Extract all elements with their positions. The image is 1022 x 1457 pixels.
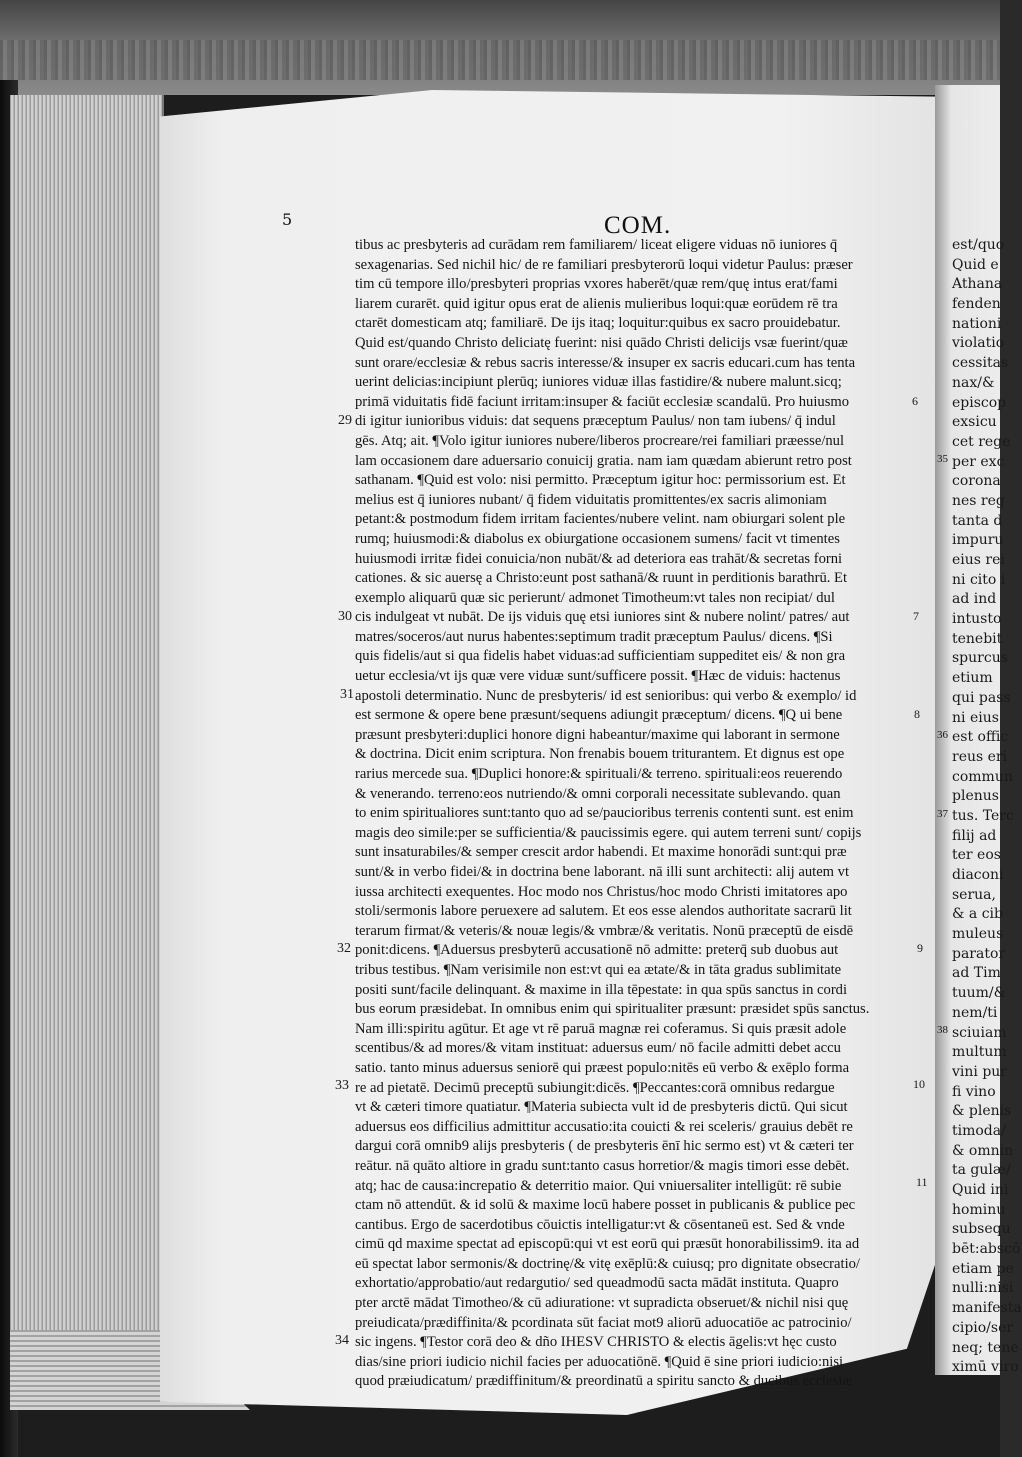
text-line: bus eorum præsidebat. In omnibus enim qui spiritualiter præsunt: præsidet spūs sanctus.	[355, 1001, 870, 1018]
facing-text-line: ad Tim	[952, 965, 1001, 982]
text-line: est sermone & opere bene præsunt/sequens adiungit præceptum/ dicens. ¶Q ui bene	[355, 707, 843, 724]
text-line: scentibus/& ad mores/& vitam instituat: aduersus eum/ nō facile admitti debet accu	[355, 1040, 841, 1057]
facing-text-line: ad ind	[952, 591, 997, 608]
facing-text-line: vini pur	[952, 1063, 1008, 1080]
text-line: sunt insaturabiles/& semper crescit ardor habendi. Et maxime honorādi sunt:qui præ	[355, 844, 847, 861]
facing-text-line: est offic	[952, 729, 1009, 746]
main-text-block	[355, 236, 940, 1392]
facing-text-line: tenebit	[952, 630, 1003, 647]
text-line: sexagenarias. Sed nichil hic/ de re familiari presbyterorū loqui videtur Paulus: præser	[355, 256, 853, 273]
facing-text-line: ter eos	[952, 847, 1001, 864]
page-signature: 5	[282, 210, 293, 229]
text-line: rarius mercede sua. ¶Duplici honore:& spirituali/& terreno. spirituali:eos reuerendo	[355, 766, 843, 783]
facing-text-line: & plenis	[952, 1103, 1012, 1120]
facing-text-line: impuru	[952, 532, 1004, 549]
facing-text-line: tanta d	[952, 512, 1003, 529]
facing-text-line: cet rege	[952, 433, 1011, 450]
text-line: preiudicata/prædiffinita/& pcordinata sūt faciat mot9 aliorū aduocatiōe ac patrocinio/	[355, 1314, 852, 1331]
text-line: rumq; huiusmodi:& diabolus ex obiurgatione occasionem sumens/ facit vt timentes	[355, 530, 840, 547]
right-margin-number-8: 8	[914, 707, 920, 721]
facing-text-line: episcop	[952, 394, 1007, 411]
text-line: uetur ecclesia/vt ijs quæ vere viduæ sunt/sufficere possit. ¶Hæc de viduis: hactenus	[355, 668, 841, 685]
text-line: terarum firmat/& veteris/& nouæ legis/& vmbræ/& veritatis. Nonū præceptū de eisdē	[355, 922, 854, 939]
text-line: lam occasionem dare aduersario conuicij gratia. nam iam quædam abierunt retro post	[355, 452, 852, 469]
text-line: tribus testibus. ¶Nam verisimile non est:vt qui ea ætate/& in tāta gradus sublimitate	[355, 961, 842, 978]
facing-text-line: & a cib	[952, 906, 1003, 923]
margin-number-29: 29	[338, 413, 352, 428]
text-line: pter arctē mādat Timotheo/& cū adiuratione: vt supradicta obseruet/& nichil nisi quę	[355, 1295, 849, 1312]
facing-text-line: nem/ti	[952, 1004, 998, 1021]
text-line: tim cū tempore illo/presbyteri proprias vxores haberēt/quæ rem/quę intus erat/fami	[355, 276, 838, 293]
facing-text-line: Athana	[952, 276, 1003, 293]
text-line: cimū qd maxime spectat ad episcopū:qui vt est eorū qui præsūt honorabilissim9. ita ad	[355, 1236, 860, 1253]
facing-text-line: nes reg	[952, 492, 1005, 509]
text-line: ponit:dicens. ¶Aduersus presbyterū accusationē nō admitte: preterq̄ sub duobus aut	[355, 942, 839, 959]
facing-text-line: plenus	[952, 788, 999, 805]
text-line: sunt/& in verbo fidei/& in doctrina bene laborant. nā illi sunt architecti: alij autem vt	[355, 864, 850, 880]
facing-text-line: Quid ini	[952, 1182, 1009, 1198]
margin-number-30: 30	[338, 609, 352, 624]
text-line: liarem curarēt. quid igitur opus erat de alienis mulieribus loqui:quæ eorūdem rē tra	[355, 295, 838, 312]
text-line: matres/soceros/aut nurus habentes:septimum tradit præceptum Paulus/ dicens. ¶Si	[355, 628, 833, 645]
text-line: magis deo simile:per se sufficientia/& paucissimis egere. qui autem terreni sunt/ copijs	[355, 824, 862, 841]
margin-number-32: 32	[337, 941, 351, 956]
facing-text-line: per exc	[952, 453, 1005, 470]
text-line: vt & cæteri timore quatiatur. ¶Materia subiecta vult id de presbyteris dictū. Qui sicut	[355, 1099, 848, 1116]
text-line: cationes. & sic auersę a Christo:eunt post sathanā/& ruunt in perditionis barathrū. Et	[355, 570, 848, 587]
text-line: aduersus eos difficilius admittitur accusatio:ita couicti & rei sceleris/ grauius debēt re	[355, 1118, 853, 1135]
text-line: ctarēt domesticam atq; familiarē. De ijs itaq; loquitur:quibus ex sacro prouidebatur.	[355, 315, 841, 332]
page-edges-stack	[10, 95, 164, 1385]
text-line: dargui corā omnib9 alijs presbyteris ( de presbyteris ēnī hic sermo est) vt & cæteri ter	[355, 1138, 854, 1155]
facing-text-line: violatio	[952, 335, 1005, 352]
text-line: stoli/sermonis labore peruexere ad salutem. Et eos esse alendos authoritate sacrarū lit	[355, 903, 852, 920]
facing-text-line: muleus	[952, 926, 1004, 943]
right-margin-number-6: 6	[912, 394, 918, 408]
facing-page-text	[952, 236, 1022, 1378]
facing-text-line: Quid e	[952, 256, 999, 273]
text-line: uerint delicias:incipiunt plerūq; iuniores viduæ illas fastidire/& nubere malunt.sicq;	[355, 374, 842, 391]
facing-text-line: nulli:nisi	[952, 1280, 1014, 1297]
text-line: Quid est/quando Christo deliciatę fuerint: nisi quādo Christi delicijs vsæ fuerint/quæ	[355, 334, 848, 351]
facing-text-line: diaconi	[952, 867, 1004, 883]
facing-text-line: spurcus	[952, 650, 1008, 667]
facing-margin-number-37: 37	[937, 808, 948, 820]
facing-text-line: ni cito i	[952, 571, 1006, 588]
facing-text-line: qui pass	[952, 689, 1011, 706]
facing-text-line: fi vino	[952, 1083, 996, 1100]
right-margin-number-9: 9	[917, 941, 923, 955]
text-line: ctam nō attendūt. & id solū & maxime locū habere posset in publicanis & publice pec	[355, 1197, 856, 1214]
text-line: satio. tanto minus aduersus seniorē qui præest populo:nitēs eū verbo & exēplo forma	[355, 1059, 850, 1076]
text-line: cantibus. Ergo de sacerdotibus cōuictis intelligatur:vt & cōsentaneū est. Sed & vnde	[355, 1216, 845, 1233]
text-line: quis fidelis/aut si qua fidelis habet viduas:ad sufficientiam suppeditet eis/ & non gra	[355, 648, 846, 665]
facing-margin-number-35: 35	[937, 453, 948, 465]
facing-text-line: timoda/	[952, 1122, 1006, 1139]
text-line: & venerando. terreno:eos nutriendo/& omni corporali necessitate sublevando. quan	[355, 785, 841, 802]
facing-text-line: ta gulæ/	[952, 1162, 1011, 1179]
text-line: Nam illi:spiritu agūtur. Et age vt rē paruā magnæ rei coferamus. Si quis præsit adole	[355, 1020, 847, 1037]
facing-text-line: sciuiam	[952, 1024, 1007, 1041]
facing-text-line: commun	[952, 768, 1013, 785]
facing-text-line: multum	[952, 1044, 1007, 1061]
text-line: gēs. Atq; ait. ¶Volo igitur iuniores nubere/liberos procreare/rei familiari præesse/nul	[355, 432, 845, 449]
text-line: reātur. nā quāto altiore in gradu sunt:tanto casus horretior/& magis timori esse debēt.	[355, 1157, 850, 1174]
text-line: di igitur iunioribus viduis: dat sequens præceptum Paulus/ non tam iubens/ q̄ indul	[355, 413, 836, 430]
facing-text-line: serua,	[952, 886, 996, 903]
facing-text-line: etium	[952, 670, 993, 687]
text-line: melius est q̄ iuniores nubant/ q̄ fidem viduitatis promittentes/ex sacris alimoniam	[355, 491, 827, 508]
facing-text-line: filij ad	[952, 827, 997, 844]
facing-text-line: tuum/&	[952, 985, 1007, 1002]
text-line: & doctrina. Dicit enim scriptura. Non frenabis bouem triturantem. Et dignus est ope	[355, 746, 845, 763]
text-line: petant:& postmodum fidem irritam facientes/nubere velint. nam obiurgari solent ple	[355, 511, 846, 528]
text-line: cis indulgeat vt nubāt. De ijs viduis quę etsi iuniores sint & nubere nolint/ patres/ aut	[355, 609, 850, 626]
text-line: exhortatio/approbatio/aut redargutio/ sed queadmodū sacta mādāt instituta. Quapro	[355, 1275, 839, 1292]
facing-text-line: parator	[952, 945, 1006, 962]
text-line: dias/sine priori iudicio nichil facies per aduocatiōnē. ¶Quid ē sine priori iudicio:nisi	[355, 1353, 844, 1370]
facing-text-line: hominu	[952, 1201, 1006, 1218]
facing-text-line: tus. Terc	[952, 807, 1014, 824]
text-line: sic ingens. ¶Testor corā deo & dño IHESV CHRISTO & electis āgelis:vt hęc custo	[355, 1334, 837, 1351]
right-margin-number-10: 10	[913, 1077, 925, 1091]
facing-text-line: reus eri	[952, 748, 1008, 765]
spine-band	[0, 40, 1000, 80]
text-line: sunt orare/ecclesiæ & rebus sacris interesse/& insuper ex sacris educari.cum has tenta	[355, 354, 856, 371]
facing-text-line: ni eius	[952, 709, 999, 726]
facing-text-line: est/quo	[952, 237, 1005, 253]
text-line: apostoli determinatio. Nunc de presbyteris/ id est senioribus: qui verbo & exemplo/ id	[355, 687, 857, 704]
text-line: præsunt presbyteri:duplici honore digni habeantur/maxime qui laborant in sermone	[355, 726, 840, 743]
facing-text-line: subsequ	[952, 1221, 1011, 1238]
facing-text-line: neq; tene	[952, 1339, 1019, 1356]
facing-text-line: cipio/ser	[952, 1319, 1014, 1336]
right-margin-number-7: 7	[913, 609, 919, 623]
facing-text-line: exsicu	[952, 414, 997, 431]
facing-text-line: fenden	[952, 296, 1001, 313]
text-line: sathanam. ¶Quid est volo: nisi permitto. Præceptum igitur hoc: permissorium est. Et	[355, 472, 846, 489]
facing-text-line: intusto	[952, 611, 1002, 628]
facing-margin-number-38: 38	[937, 1024, 948, 1036]
margin-number-34: 34	[335, 1333, 349, 1348]
text-line: quod præiudicatum/ prædiffinitum/& preordinatū a spiritu sancto & ducibus ecclesiæ	[355, 1373, 853, 1390]
text-line: primā viduitatis fidē faciunt irritam:insuper & faciūt ecclesiæ scandalū. Pro huiusmo	[355, 393, 850, 410]
text-line: re ad pietatē. Decimū preceptū subiungit:dicēs. ¶Peccantes:corā omnibus redargue	[355, 1079, 835, 1096]
text-line: positi sunt/facile delinquant. & maxime in illa tēpestate: in qua spūs sanctus in cordi	[355, 981, 848, 998]
facing-text-line: cessitas	[952, 355, 1009, 372]
text-line: tibus ac presbyteris ad curādam rem familiarem/ liceat eligere viduas nō iuniores q̄	[355, 237, 838, 253]
facing-text-line: ximū viro	[952, 1359, 1019, 1376]
text-line: eū spectat labor sermonis/& doctrinę/& vitę exēplū:& cuiusq; pro dignitate obsecratio/	[355, 1255, 860, 1272]
facing-text-line: manifesta	[952, 1300, 1022, 1317]
text-line: exemplo aliquarū quæ sic perierunt/ admonet Timotheum:vt tales non recipiat/ dul	[355, 589, 835, 606]
margin-number-33: 33	[335, 1078, 349, 1093]
text-line: to enim spiritualiores sunt:tanto quo ad se/paucioribus terrenis contenti sunt. est enim	[355, 805, 854, 822]
right-margin-number-11: 11	[916, 1175, 928, 1189]
text-line: huiusmodi irritæ fidei conuicia/non nubāt/& ad deteriora eas trahāt/& secretas forni	[355, 550, 843, 567]
facing-margin-number-36: 36	[937, 729, 948, 741]
text-line: atq; hac de causa:increpatio & deterritio maior. Qui vniuersaliter intelligūt: rē subie	[355, 1177, 842, 1194]
facing-text-line: corona	[952, 473, 1001, 490]
facing-text-line: & omnin	[952, 1142, 1014, 1159]
facing-text-line: nax/&	[952, 374, 995, 391]
facing-text-line: etiam pe	[952, 1260, 1014, 1277]
facing-text-line: bēt:abscō	[952, 1241, 1021, 1258]
margin-number-31: 31	[340, 687, 354, 702]
text-line: iussa architecti exequentes. Hoc modo nos Christus/hoc modo Christi imitatores apo	[355, 883, 848, 900]
running-heading: COM.	[604, 212, 672, 239]
facing-text-line: nationi	[952, 315, 1002, 332]
facing-text-line: eius rei	[952, 552, 1005, 568]
